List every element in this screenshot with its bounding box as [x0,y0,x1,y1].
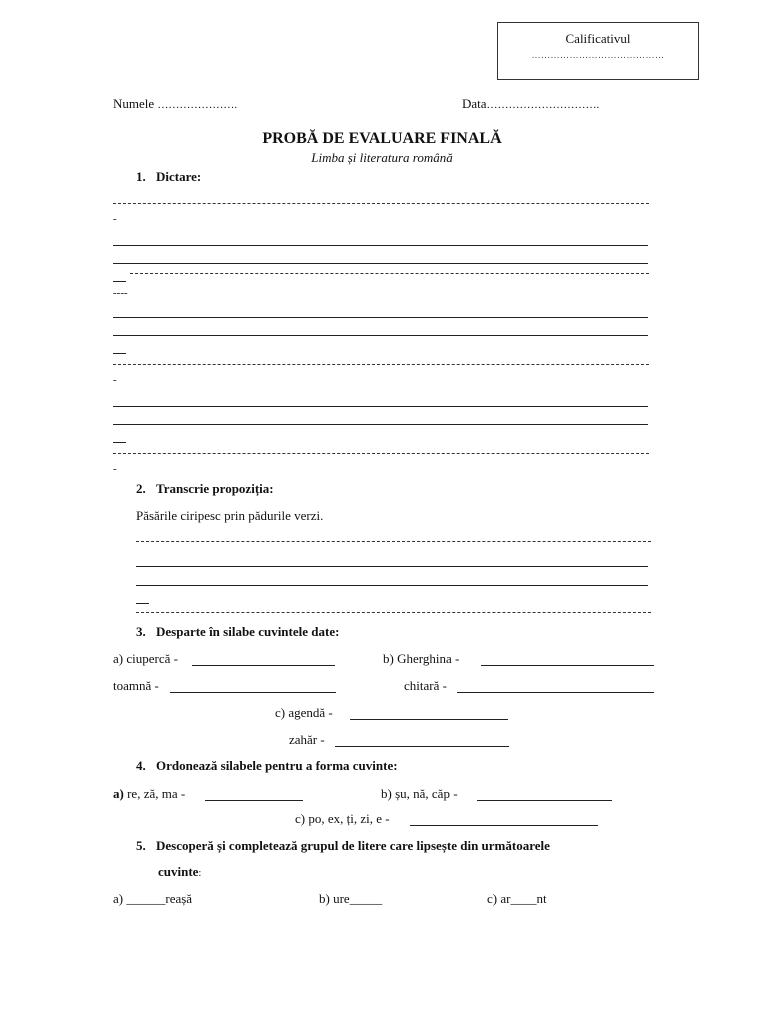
order-b-label: b) șu, nă, căp - [381,786,458,801]
transcribe-line[interactable] [136,585,648,586]
section-2-label: Transcrie propoziția: [156,481,274,496]
dictation-line[interactable] [113,424,648,425]
order-a-syllables: re, ză, ma - [127,786,186,801]
complete-c-prefix: c) ar [487,891,511,906]
section-3-number: 3. [136,624,146,639]
name-field[interactable] [113,96,237,112]
dash-remainder: - [113,463,117,475]
dash-remainder: - [113,374,117,386]
complete-a-prefix: a) [113,891,124,906]
page-title: PROBĂ DE EVALUARE FINALĂ [262,130,502,147]
section-1-heading [136,169,201,185]
section-5-label: Descoperă și completează grupul de litere care lipsește din următoarele [156,838,550,853]
complete-c-suffix: nt [536,891,547,906]
section-5-label-cont [158,864,201,880]
syllable-b2-answer-line[interactable] [457,692,654,693]
section-1-label: Dictare: [156,169,202,184]
syllable-c2-answer-line[interactable] [335,746,509,747]
syllable-b2-label: chitară - [404,678,447,693]
dictation-dashed-line[interactable] [130,273,649,274]
complete-b-blank[interactable]: _____ [349,891,383,906]
transcribe-dashed-line[interactable] [136,612,651,613]
syllable-a-answer-line[interactable] [192,665,335,666]
syllable-b-label: b) Gherghina - [383,651,460,666]
dictation-line-end [113,281,126,282]
name-label: Numele [113,96,155,111]
name-dots: …………………. [157,99,238,111]
complete-b[interactable] [319,891,382,907]
transcribe-line-end [136,603,149,604]
complete-a-suffix: reașă [165,891,193,906]
dictation-line[interactable] [113,245,648,246]
syllable-c-label: c) agendă - [275,705,333,720]
order-b-answer-line[interactable] [477,800,612,801]
section-1-number: 1. [136,169,146,184]
section-3-label: Desparte în silabe cuvintele date: [156,624,340,639]
grade-box [497,22,699,80]
section-2-heading [136,481,274,497]
section-3-heading [136,624,339,640]
transcribe-line[interactable] [136,566,648,567]
order-c-label: c) po, ex, ți, zi, e - [295,811,390,826]
syllable-a2-label: toamnă - [113,678,159,693]
syllable-b-answer-line[interactable] [481,665,654,666]
dictation-line[interactable] [113,317,648,318]
section-5-number: 5. [136,838,146,853]
complete-a-blank[interactable]: ______ [126,891,166,906]
dictation-dashed-line[interactable] [113,453,649,454]
order-a-answer-line[interactable] [205,800,303,801]
grade-label: Calificativul [565,31,631,46]
dash-remainder: - [113,213,117,225]
syllable-a-label: a) ciupercă - [113,651,178,666]
dash-remainder: ---- [113,287,128,299]
page-subtitle: Limba și literatura română [311,150,453,165]
order-a-label [113,786,185,802]
section-5-label-colon: : [198,868,202,879]
date-dots: …………………………. [486,99,600,111]
syllable-a2-answer-line[interactable] [170,692,336,693]
dictation-line-end [113,353,126,354]
section-4-number: 4. [136,758,146,773]
complete-c[interactable] [487,891,547,907]
order-a-prefix: a) [113,786,124,801]
dictation-dashed-line[interactable] [113,364,649,365]
transcribe-dashed-line[interactable] [136,541,651,542]
grade-dots: …………………………………… [531,50,665,60]
dictation-line[interactable] [113,335,648,336]
dictation-line[interactable] [113,406,648,407]
syllable-c-answer-line[interactable] [350,719,508,720]
complete-a[interactable] [113,891,192,907]
section-4-label: Ordonează silabele pentru a forma cuvinte: [156,758,398,773]
syllable-c2-label: zahăr - [289,732,325,747]
date-label: Data [462,96,487,111]
dictation-line-end [113,442,126,443]
section-4-heading [136,758,398,774]
date-field[interactable] [462,96,599,112]
transcribe-sentence: Păsările ciripesc prin pădurile verzi. [136,508,324,523]
section-5-label-word: cuvinte [158,864,199,879]
dictation-dashed-line[interactable] [113,203,649,204]
section-2-number: 2. [136,481,146,496]
order-c-answer-line[interactable] [410,825,598,826]
complete-c-blank[interactable]: ____ [510,891,537,906]
complete-b-prefix: b) ure [319,891,350,906]
dictation-line[interactable] [113,263,648,264]
section-5-heading [136,838,550,854]
